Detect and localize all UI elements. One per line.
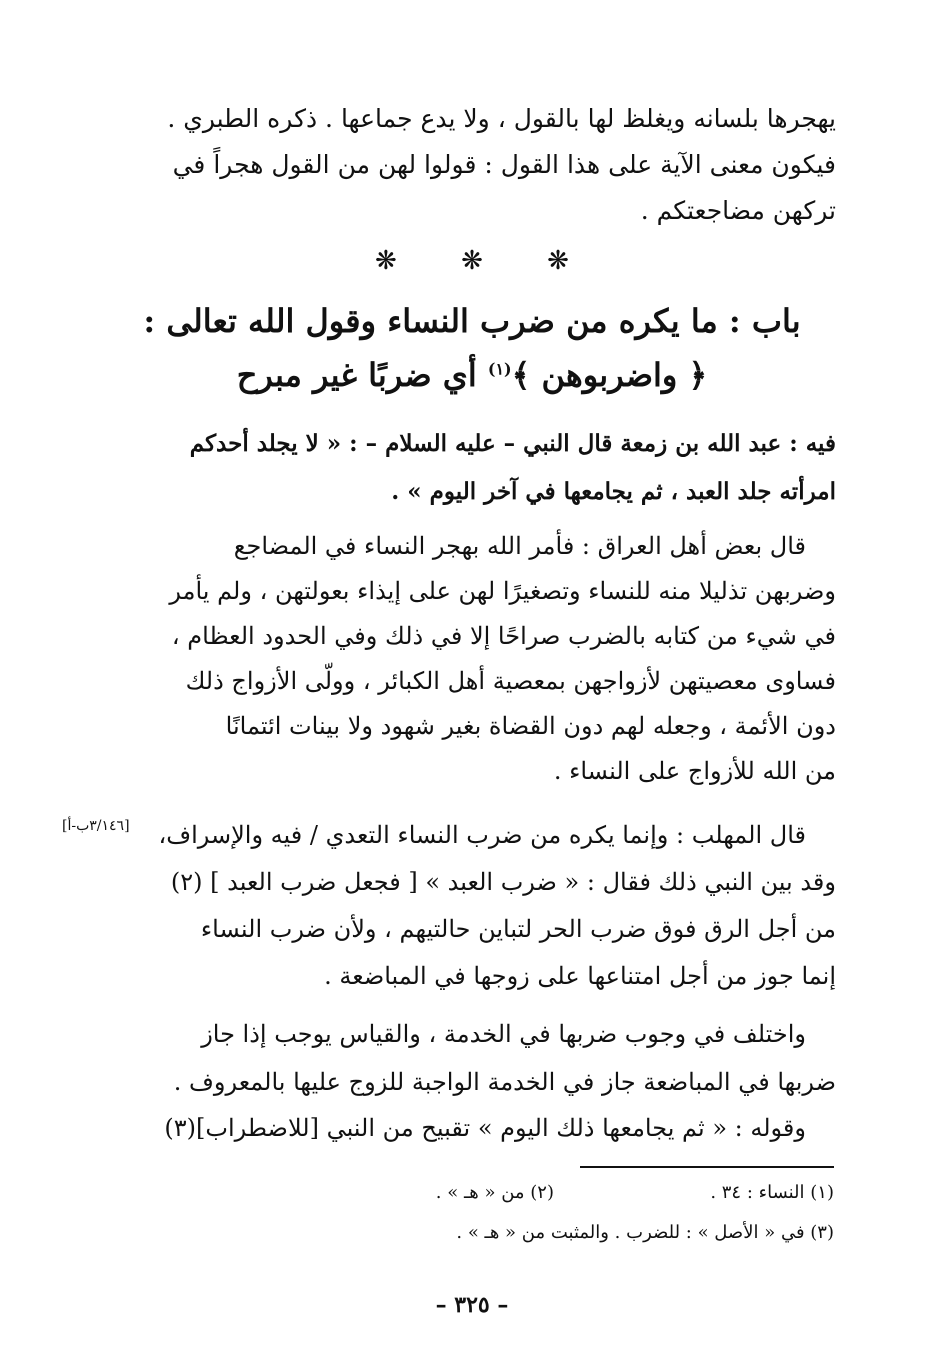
text-line: فيه : عبد الله بن زمعة قال النبي – عليه السلام – : « لا يجلد أحدكم <box>189 430 836 457</box>
text-line: تركهن مضاجعتكم . <box>640 196 836 225</box>
paragraph-iraq <box>146 524 836 794</box>
footnote-1: (١) النساء : ٣٤ . <box>710 1182 834 1203</box>
chapter-heading-line2 <box>0 356 944 394</box>
text-line: من أجل الرق فوق ضرب الحر لتباين حالتيهم ، ولأن ضرب النساء <box>200 915 836 943</box>
text-line: من الله للأزواج على النساء . <box>553 757 836 785</box>
text-line: امرأته جلد العبد ، ثم يجامعها في آخر اليوم » . <box>391 478 836 505</box>
margin-manuscript-reference: [٣/١٤٦ب-أ] <box>62 818 130 834</box>
text-line: دون الأئمة ، وجعله لهم دون القضاة بغير شهود ولا بينات ائتمانًا <box>225 712 836 740</box>
text-line: يهجرها بلسانه ويغلظ لها بالقول ، ولا يدع جماعها . ذكره الطبري . <box>167 104 836 133</box>
star-ornament: ❋ <box>375 246 397 276</box>
text-line: إنما جوز من أجل امتناعها على زوجها في المباضعة . <box>324 962 836 990</box>
paragraph-continuation <box>146 96 836 234</box>
text-line: ضربها في المباضعة جاز في الخدمة الواجبة للزوج عليها بالمعروف . <box>173 1068 836 1096</box>
text-line: وقوله : « ثم يجامعها ذلك اليوم » تقبيح من النبي [للاضطراب](٣) <box>164 1114 806 1142</box>
star-ornament: ❋ <box>461 246 483 276</box>
footnote-divider <box>580 1166 834 1168</box>
paragraph-muhallab <box>146 812 836 1000</box>
page-number: – ٣٢٥ – <box>435 1292 509 1318</box>
text-line: فساوى معصيتهن لأزواجهن بمعصية أهل الكبائر ، وولّى الأزواج ذلك <box>185 667 836 695</box>
heading-text: أي ضربًا غير مبرح <box>236 356 488 394</box>
star-ornament: ❋ <box>547 246 569 276</box>
chapter-heading-line1: باب : ما يكره من ضرب النساء وقول الله تعالى : <box>143 302 801 340</box>
footnote-3: (٣) في « الأصل » : للضرب . والمثبت من « هـ » . <box>456 1222 834 1243</box>
text-line: قال بعض أهل العراق : فأمر الله بهجر النساء في المضاجع <box>233 532 806 560</box>
section-separator <box>0 246 944 276</box>
text-line: قال المهلب : وإنما يكره من ضرب النساء التعدي / فيه والإسراف، <box>158 821 806 849</box>
paragraph-khidma <box>146 1010 836 1106</box>
footnote-ref: (١) <box>487 359 512 379</box>
text-line: في شيء من كتابه بالضرب صراحًا إلا في ذلك وفي الحدود العظام ، <box>171 622 836 650</box>
text-line: وضربهن تذليلا منه للنساء وتصغيرًا لهن على إيذاء بعولتهن ، ولم يأمر <box>169 577 836 605</box>
text-line: فيكون معنى الآية على هذا القول : قولوا لهن من القول هجراً في <box>172 150 836 179</box>
text-line: وقد بين النبي ذلك فقال : « ضرب العبد » [ فجعل ضرب العبد ] (٢) <box>170 868 836 896</box>
paragraph-qawluhu <box>146 1108 836 1148</box>
hadith-text <box>146 420 836 516</box>
footnote-2: (٢) من « هـ » . <box>435 1182 554 1203</box>
text-line: واختلف في وجوب ضربها في الخدمة ، والقياس يوجب إذا جاز <box>201 1020 806 1048</box>
quran-verse: ﴿ واضربوهن ﴾ <box>511 356 708 394</box>
